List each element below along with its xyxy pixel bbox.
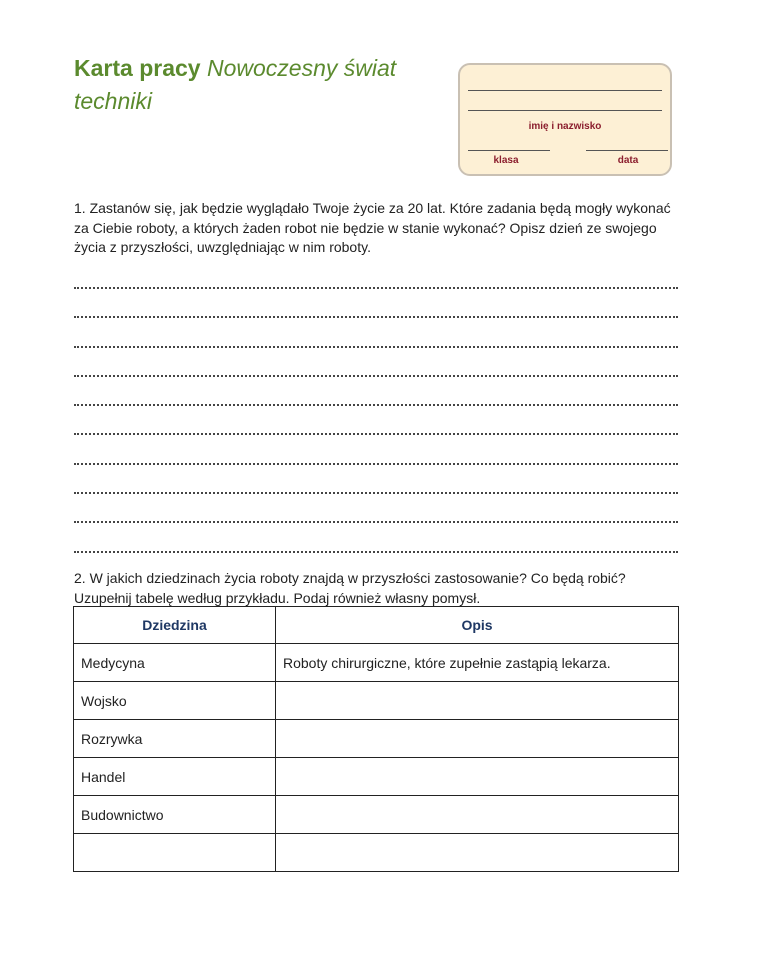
header-description: Opis: [276, 607, 679, 644]
description-cell[interactable]: [276, 834, 679, 872]
date-line: [586, 150, 668, 151]
table-row: [74, 758, 679, 796]
answer-line[interactable]: [74, 377, 678, 406]
answer-line[interactable]: [74, 281, 678, 289]
answer-line[interactable]: [74, 523, 678, 552]
table-row: [74, 834, 679, 872]
header-field: Dziedzina: [74, 607, 276, 644]
answer-line[interactable]: [74, 435, 678, 464]
field-cell: Budownictwo: [74, 796, 276, 834]
field-cell: Medycyna: [74, 644, 276, 682]
description-cell[interactable]: [276, 796, 679, 834]
answer-line[interactable]: [74, 465, 678, 494]
answer-line[interactable]: [74, 494, 678, 523]
description-cell: Roboty chirurgiczne, które zupełnie zastąpią lekarza.: [276, 644, 679, 682]
answer-line[interactable]: [74, 348, 678, 377]
name-line-2: [468, 110, 662, 111]
question-2-text: 2. W jakich dziedzinach życia roboty znajdą w przyszłości zastosowanie? Co będą robić? Uzupełnij tabelę według przykładu. Podaj również własny pomysł.: [74, 570, 626, 606]
field-cell: Handel: [74, 758, 276, 796]
description-cell[interactable]: [276, 720, 679, 758]
class-label: klasa: [493, 155, 519, 166]
table-row: [74, 720, 679, 758]
class-line: [468, 150, 550, 151]
title-italic: Nowoczesny świat techniki: [74, 55, 397, 114]
field-cell: Rozrywka: [74, 720, 276, 758]
student-info-box: [458, 63, 672, 176]
field-cell[interactable]: [74, 834, 276, 872]
answer-line[interactable]: [74, 318, 678, 347]
title-bold: Karta pracy: [74, 55, 201, 81]
page-title: [74, 52, 434, 118]
answer-line[interactable]: [74, 289, 678, 318]
description-cell[interactable]: [276, 758, 679, 796]
answer-lines[interactable]: [74, 281, 678, 553]
name-label: imię i nazwisko: [528, 121, 602, 132]
question-1-text: 1. Zastanów się, jak będzie wyglądało Twoje życie za 20 lat. Które zadania będą mogły wykonać za Ciebie roboty, a których żaden robot nie będzie w stanie wykonać? Opisz dzień ze swojego życia z przyszłości, uwzględniając w nim roboty.: [74, 200, 671, 255]
table-row: [74, 796, 679, 834]
table-header-row: [74, 607, 679, 644]
date-label: data: [617, 155, 639, 166]
table-row: [74, 644, 679, 682]
answer-line[interactable]: [74, 406, 678, 435]
name-line-1: [468, 90, 662, 91]
description-cell[interactable]: [276, 682, 679, 720]
fields-table: [73, 606, 679, 872]
table-row: [74, 682, 679, 720]
field-cell: Wojsko: [74, 682, 276, 720]
